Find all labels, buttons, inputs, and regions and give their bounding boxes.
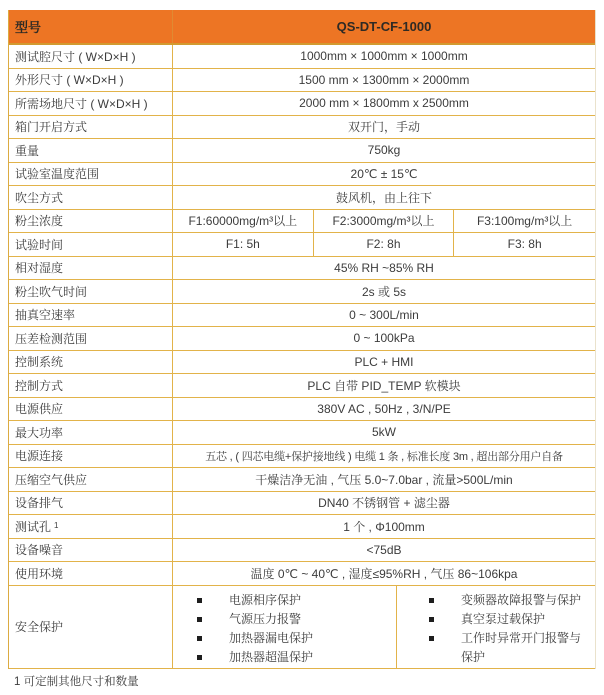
table-row xyxy=(9,280,595,304)
table-row xyxy=(9,257,595,281)
table-row xyxy=(9,398,595,422)
row-label: 设备排气 xyxy=(9,492,173,515)
row-label: 压差检测范围 xyxy=(9,327,173,350)
table-row xyxy=(9,327,595,351)
row-value-cell: F1: 5h xyxy=(173,233,314,256)
row-value: PLC 自带 PID_TEMP 软模块 xyxy=(307,378,461,393)
table-row xyxy=(9,69,595,93)
table-row xyxy=(9,351,595,375)
list-item xyxy=(197,610,396,629)
list-item-text: 电源相序保护 xyxy=(229,592,302,607)
bullet-square-icon xyxy=(197,598,202,603)
list-item-text: 加热器漏电保护 xyxy=(229,630,314,645)
safety-bullets-right xyxy=(397,586,595,668)
table-row xyxy=(9,492,595,516)
row-value: PLC + HMI xyxy=(354,354,414,369)
table-row xyxy=(9,163,595,187)
row-label: 试验时间 xyxy=(9,233,173,256)
row-label: 所需场地尺寸 ( W×D×H ) xyxy=(9,92,173,115)
row-label: 最大功率 xyxy=(9,421,173,444)
row-value: 750kg xyxy=(367,143,401,158)
row-value-cell: F2:3000mg/m³以上 xyxy=(314,210,455,233)
list-item-text: 工作时异常开门报警与保护 xyxy=(461,630,582,664)
list-item xyxy=(197,591,396,610)
safety-bullet-lists xyxy=(173,586,595,668)
row-value: 温度 0℃ ~ 40℃ , 湿度≤95%RH , 气压 86~106kpa xyxy=(250,566,518,581)
row-value: 五芯 , ( 四芯电缆+保护接地线 ) 电缆 1 条 , 标准长度 3m , 超出部分用户自备 xyxy=(205,450,563,463)
table-row xyxy=(9,186,595,210)
header-model-label: 型号 xyxy=(9,10,173,43)
specification-table xyxy=(8,10,596,669)
row-value: 380V AC , 50Hz , 3/N/PE xyxy=(317,401,451,416)
row-label: 安全保护 xyxy=(9,586,173,668)
bullet-square-icon xyxy=(197,617,202,622)
table-row xyxy=(9,468,595,492)
row-value: 45% RH ~85% RH xyxy=(334,260,434,275)
bullet-square-icon xyxy=(197,655,202,660)
row-value: 0 ~ 300L/min xyxy=(349,307,419,322)
row-label: 外形尺寸 ( W×D×H ) xyxy=(9,69,173,92)
row-value: 5kW xyxy=(372,425,396,440)
row-value: 20℃ ± 15℃ xyxy=(350,166,418,181)
table-row xyxy=(9,445,595,469)
table-row-safety-protection xyxy=(9,586,595,669)
list-item-text: 加热器超温保护 xyxy=(229,649,314,664)
row-label: 压缩空气供应 xyxy=(9,468,173,491)
table-header-row xyxy=(9,10,595,45)
row-label: 电源供应 xyxy=(9,398,173,421)
row-label: 粉尘吹气时间 xyxy=(9,280,173,303)
table-footnote: 1 可定制其他尺寸和数量 xyxy=(14,676,139,688)
row-label: 控制系统 xyxy=(9,351,173,374)
list-item xyxy=(429,610,585,629)
row-label: 设备噪音 xyxy=(9,539,173,562)
table-row-test-hole xyxy=(9,515,595,539)
row-label: 相对湿度 xyxy=(9,257,173,280)
row-value-cell: F1:60000mg/m³以上 xyxy=(173,210,314,233)
row-value-cell: F2: 8h xyxy=(314,233,455,256)
table-row xyxy=(9,374,595,398)
list-item xyxy=(197,629,396,648)
table-row-test-time xyxy=(9,233,595,257)
row-value: <75dB xyxy=(366,542,402,557)
table-row-dust-concentration xyxy=(9,210,595,234)
list-item xyxy=(429,591,585,610)
table-row xyxy=(9,421,595,445)
table-row xyxy=(9,92,595,116)
table-row xyxy=(9,139,595,163)
safety-bullets-left xyxy=(173,586,397,668)
list-item xyxy=(197,648,396,667)
row-label-text: 测试孔 xyxy=(15,519,52,534)
row-value-cells xyxy=(173,210,595,233)
row-label: 使用环境 xyxy=(9,562,173,585)
row-label: 箱门开启方式 xyxy=(9,116,173,139)
table-row xyxy=(9,539,595,563)
row-value: 2s 或 5s xyxy=(361,284,407,299)
row-label: 测试孔 1 xyxy=(9,515,173,538)
row-label: 重量 xyxy=(9,139,173,162)
row-value: 干燥洁净无油 , 气压 5.0~7.0bar , 流量>500L/min xyxy=(255,472,513,487)
row-label: 电源连接 xyxy=(9,445,173,468)
list-item xyxy=(429,629,585,667)
row-value-cell: F3:100mg/m³以上 xyxy=(476,214,573,229)
row-value-cell: F3: 8h xyxy=(507,237,542,252)
row-value: 1000mm × 1000mm × 1000mm xyxy=(300,49,468,64)
header-model-value: QS-DT-CF-1000 xyxy=(336,19,432,34)
table-row xyxy=(9,45,595,69)
row-value: 双开门，手动 xyxy=(347,120,420,135)
row-label: 试验室温度范围 xyxy=(9,163,173,186)
table-row xyxy=(9,116,595,140)
row-value: 鼓风机，由上往下 xyxy=(335,190,432,205)
row-label: 吹尘方式 xyxy=(9,186,173,209)
row-label: 粉尘浓度 xyxy=(9,210,173,233)
list-item-text: 变频器故障报警与保护 xyxy=(461,592,582,607)
row-value: 2000 mm × 1800mm x 2500mm xyxy=(299,96,469,111)
list-item-text: 真空泵过载保护 xyxy=(461,611,546,626)
row-value: 0 ~ 100kPa xyxy=(353,331,415,346)
row-value: 1500 mm × 1300mm × 2000mm xyxy=(298,72,470,87)
row-value: 1 个 , Φ100mm xyxy=(343,519,425,534)
bullet-square-icon xyxy=(197,636,202,641)
list-item-text: 气源压力报警 xyxy=(229,611,302,626)
row-value: DN40 不锈钢管 + 滤尘器 xyxy=(318,496,450,511)
bullet-square-icon xyxy=(429,617,434,622)
row-label: 控制方式 xyxy=(9,374,173,397)
table-row xyxy=(9,304,595,328)
bullet-square-icon xyxy=(429,598,434,603)
row-value-cells xyxy=(173,233,595,256)
row-label: 抽真空速率 xyxy=(9,304,173,327)
row-label: 测试腔尺寸 ( W×D×H ) xyxy=(9,45,173,68)
table-row xyxy=(9,562,595,586)
bullet-square-icon xyxy=(429,636,434,641)
